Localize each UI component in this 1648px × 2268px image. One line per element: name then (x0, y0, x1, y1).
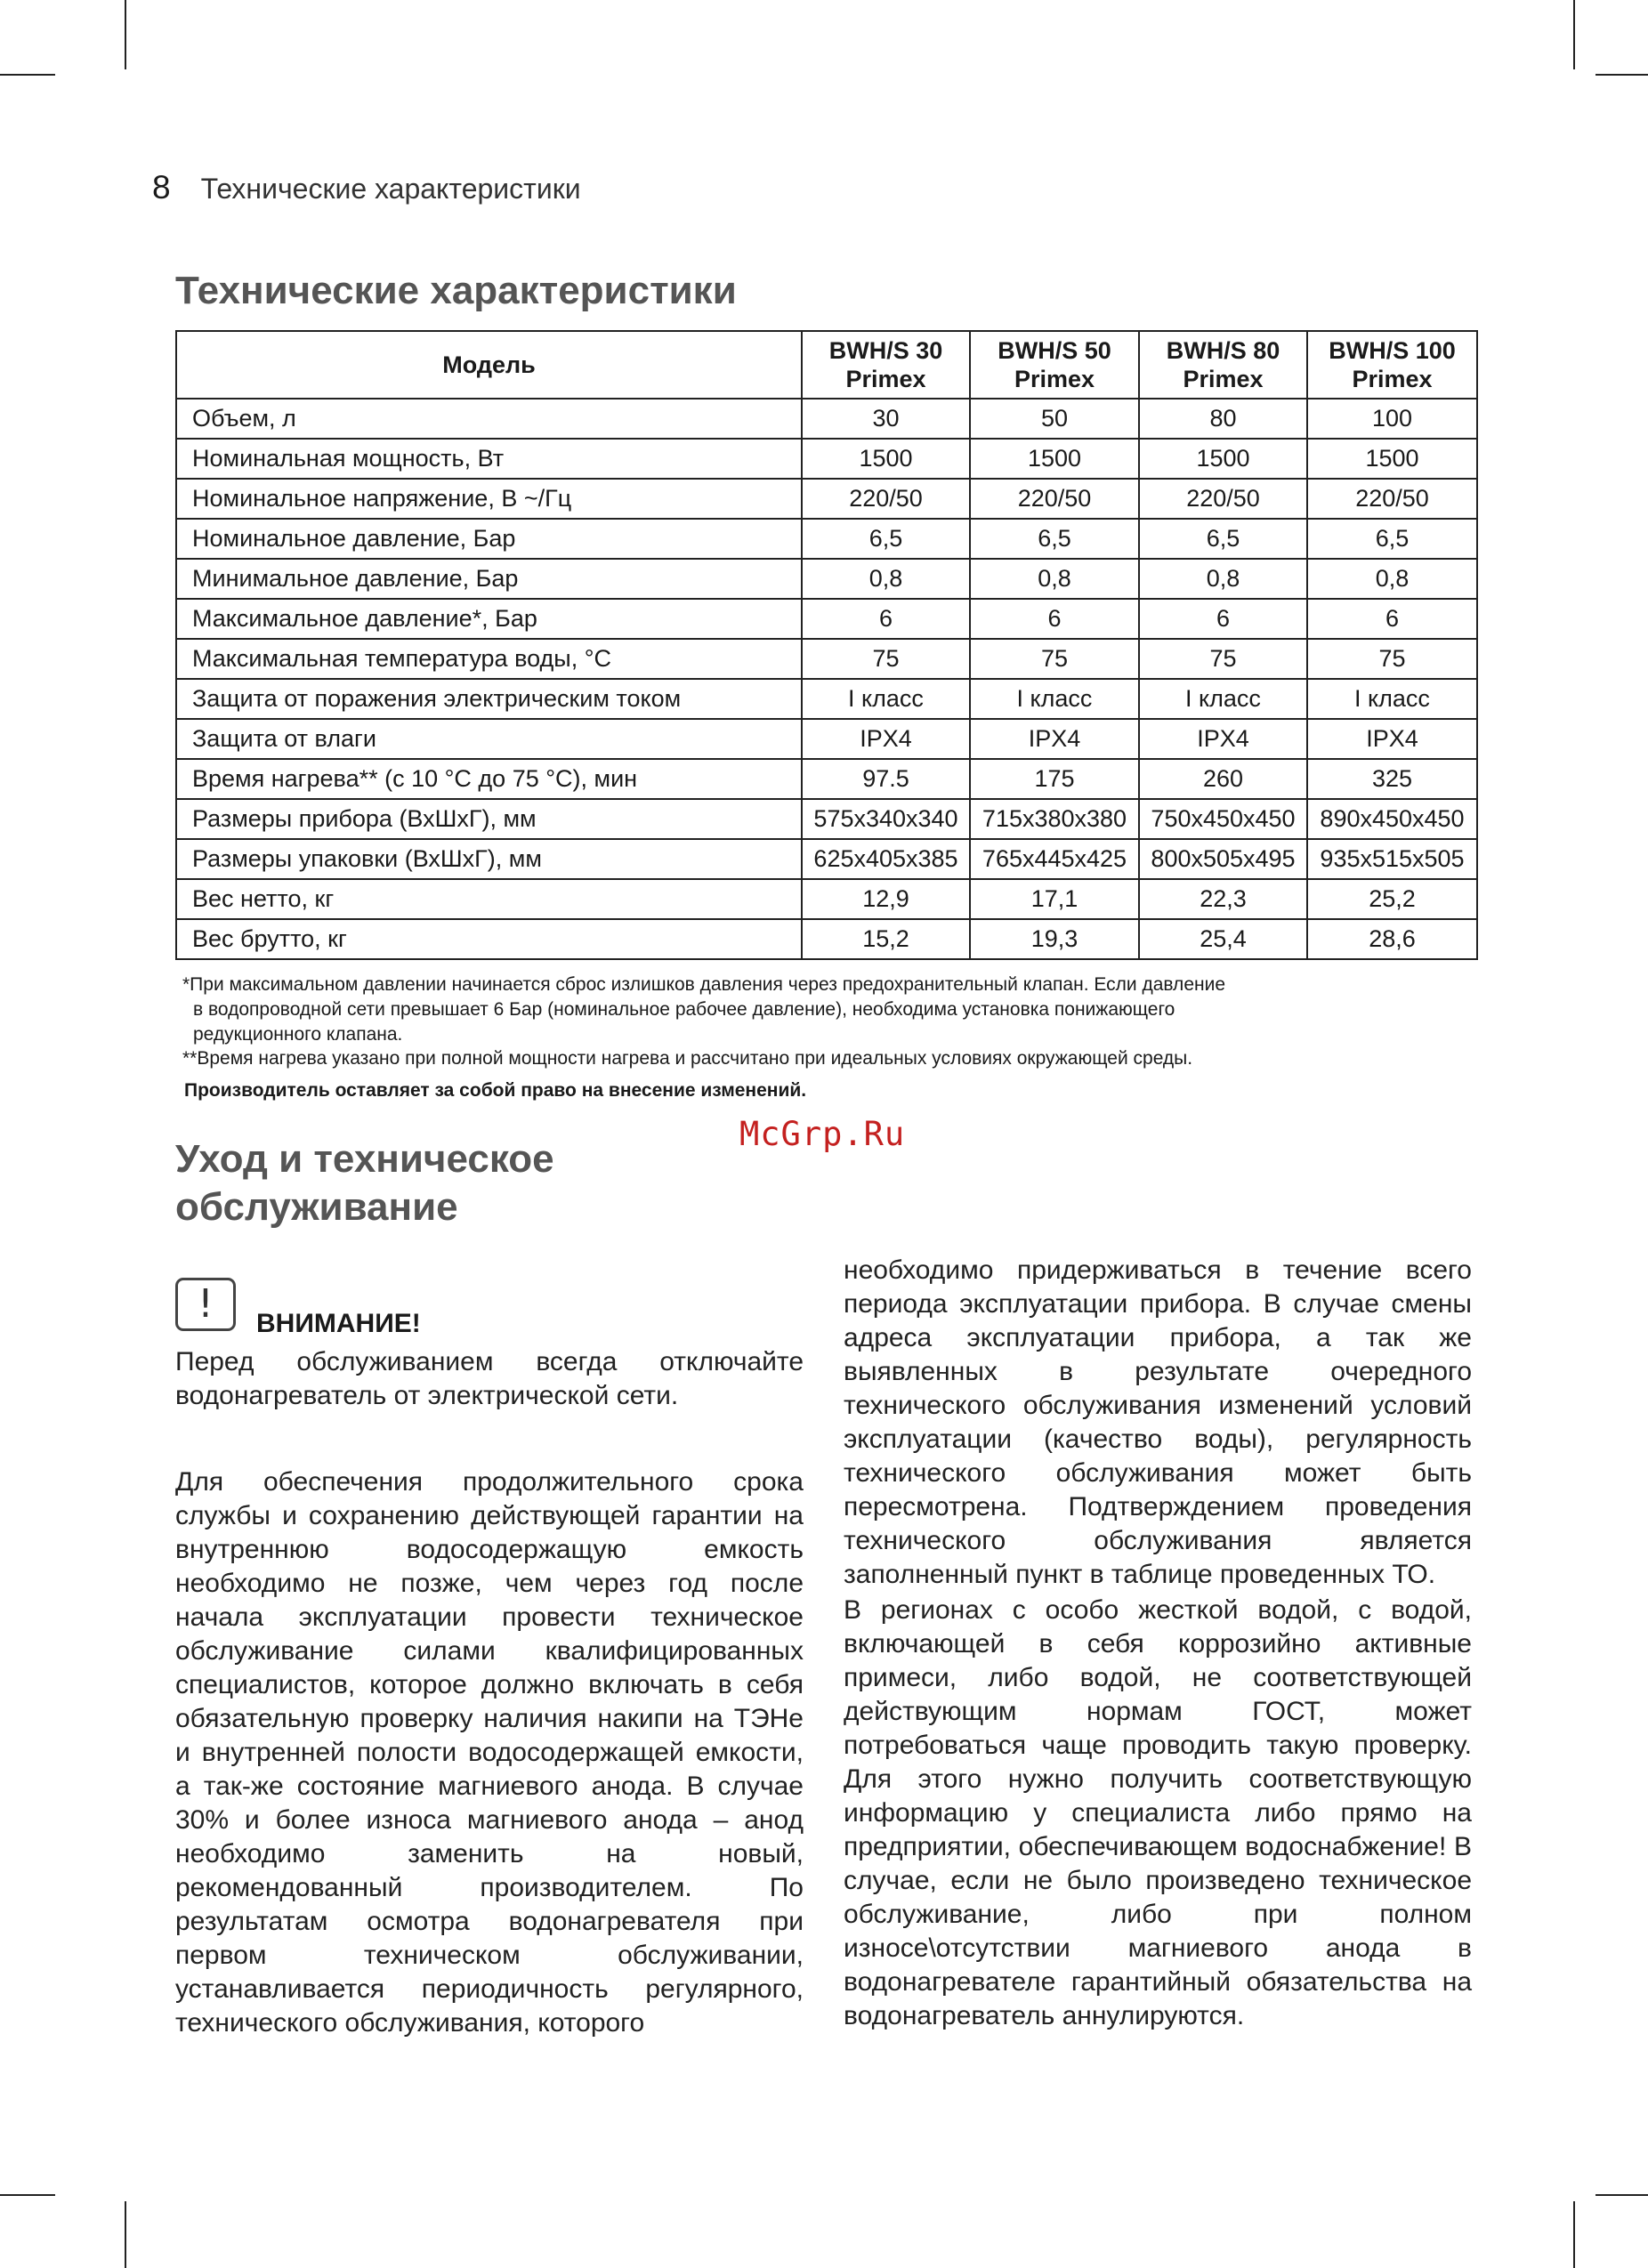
footnote-pressure (182, 973, 1482, 1047)
parameter-value: 6,5 (1307, 519, 1477, 559)
parameter-name: Защита от поражения электрическим током (176, 679, 802, 719)
spec-table (175, 330, 1478, 960)
parameter-value: 97.5 (802, 759, 970, 799)
parameter-value: 100 (1307, 399, 1477, 439)
parameter-value: 28,6 (1307, 919, 1477, 959)
column-header-model-name: BWH/S 100 Primex (1307, 331, 1477, 399)
parameter-value: 715x380x380 (970, 799, 1139, 839)
parameter-value: 175 (970, 759, 1139, 799)
crop-mark (0, 74, 55, 76)
parameter-name: Вес нетто, кг (176, 879, 802, 919)
column-header-model: Модель (176, 331, 802, 399)
parameter-value: 25,4 (1139, 919, 1307, 959)
table-row (176, 559, 1477, 599)
footnote-line: в водопроводной сети превышает 6 Бар (номинальное рабочее давление), необходима установка понижающего (193, 999, 1175, 1020)
table-row (176, 879, 1477, 919)
table-row (176, 679, 1477, 719)
crop-mark (1573, 0, 1575, 69)
footnote-line: редукционного клапана. (193, 1024, 403, 1045)
maintenance-paragraph: Для обеспечения продолжительного срока службы и сохранению действующей гарантии на внутреннюю водосодержащую емкость необходимо не позже, чем через год после начала эксплуатации провести техническое обслуживание силами квалифицированных специалистов, которое должно включать в себя обязательную проверку наличия накипи на ТЭНе и внутренней полости водосодержащей емкости, а так-же состояние магниевого анода. В случае 30% и более износа магниевого анода – анод необходимо заменить на новый, рекомендованный производителем. По результатам осмотра водонагревателя при первом техническом обслуживании, устанавливается периодичность регулярного, технического обслуживания, которого (175, 1467, 804, 2038)
parameter-value: 6 (802, 599, 970, 639)
parameter-value: 75 (970, 639, 1139, 679)
parameter-name: Объем, л (176, 399, 802, 439)
care-title-line: обслуживание (175, 1185, 458, 1229)
parameter-value: 30 (802, 399, 970, 439)
parameter-value: 1500 (1139, 439, 1307, 479)
parameter-value: 6 (970, 599, 1139, 639)
parameter-value: 625x405x385 (802, 839, 970, 879)
spec-section-title: Технические характеристики (175, 269, 737, 312)
care-title-line: Уход и техническое (175, 1137, 554, 1181)
spec-table-header (176, 331, 1477, 399)
parameter-value: 19,3 (970, 919, 1139, 959)
parameter-name: Размеры прибора (ВхШхГ), мм (176, 799, 802, 839)
parameter-name: Номинальное напряжение, В ~/Гц (176, 479, 802, 519)
parameter-value: IPX4 (1139, 719, 1307, 759)
parameter-value: 12,9 (802, 879, 970, 919)
parameter-value: 1500 (802, 439, 970, 479)
table-row (176, 599, 1477, 639)
parameter-value: 17,1 (970, 879, 1139, 919)
page-number: 8 (152, 169, 171, 206)
exclamation-icon: ! (175, 1278, 236, 1331)
table-row (176, 479, 1477, 519)
parameter-value: I класс (970, 679, 1139, 719)
parameter-value: 750x450x450 (1139, 799, 1307, 839)
parameter-value: 6,5 (802, 519, 970, 559)
parameter-value: I класс (1307, 679, 1477, 719)
column-header-model-name: BWH/S 30 Primex (802, 331, 970, 399)
parameter-value: 75 (1307, 639, 1477, 679)
footnote-line: *При максимальном давлении начинается сброс излишков давления через предохранительный клапан. Если давление (182, 974, 1226, 995)
parameter-value: 0,8 (802, 559, 970, 599)
table-row (176, 519, 1477, 559)
crop-mark (1595, 74, 1648, 76)
watermark: McGrp.Ru (739, 1115, 906, 1153)
running-title: Технические характеристики (200, 173, 581, 205)
parameter-name: Номинальное давление, Бар (176, 519, 802, 559)
spec-table-body (176, 399, 1477, 959)
parameter-value: 800x505x495 (1139, 839, 1307, 879)
parameter-value: 765x445x425 (970, 839, 1139, 879)
parameter-value: 260 (1139, 759, 1307, 799)
page-header (152, 169, 581, 214)
parameter-value: 6 (1307, 599, 1477, 639)
warning-text: Перед обслуживанием всегда отключайте водонагреватель от электрической сети. (175, 1347, 804, 1410)
parameter-name: Номинальная мощность, Вт (176, 439, 802, 479)
hard-water-paragraph: В регионах с особо жесткой водой, с водой, включающей в себя коррозийно активные примеси, либо водой, не соответствующей действующим нормам ГОСТ, может потребоваться чаще проводить такую проверку. Для этого нужно получить соответствующую информацию у специалиста либо прямо на предприятии, обеспечивающем водоснабжение! В случае, если не было произведено техническое обслуживание, либо при полном износе\отсутствии магниевого анода в водонагревателе гарантийный обязательства на водонагреватель аннулируются. (844, 1595, 1472, 2030)
parameter-value: IPX4 (1307, 719, 1477, 759)
crop-mark (0, 2194, 55, 2196)
parameter-value: 25,2 (1307, 879, 1477, 919)
parameter-name: Минимальное давление, Бар (176, 559, 802, 599)
crop-mark (1595, 2194, 1648, 2196)
parameter-value: 80 (1139, 399, 1307, 439)
table-row (176, 439, 1477, 479)
crop-mark (125, 2201, 126, 2268)
crop-mark (1573, 2201, 1575, 2268)
parameter-value: 15,2 (802, 919, 970, 959)
maintenance-paragraph-continued: необходимо придерживаться в течение всего периода эксплуатации прибора. В случае смены адреса эксплуатации прибора, а так же выявленных в результате очередного технического обслуживания изменений условий эксплуатации (качество воды), регулярность технического обслуживания может быть пересмотрена. Подтверждением проведения технического обслуживания является заполненный пункт в таблице проведенных ТО. (844, 1255, 1472, 1589)
parameter-value: 6,5 (1139, 519, 1307, 559)
column-header-model-name: BWH/S 50 Primex (970, 331, 1139, 399)
parameter-value: 1500 (970, 439, 1139, 479)
parameter-value: 220/50 (1139, 479, 1307, 519)
parameter-value: 220/50 (802, 479, 970, 519)
parameter-name: Максимальное давление*, Бар (176, 599, 802, 639)
column-header-model-name: BWH/S 80 Primex (1139, 331, 1307, 399)
parameter-value: 325 (1307, 759, 1477, 799)
parameter-value: IPX4 (970, 719, 1139, 759)
parameter-value: I класс (802, 679, 970, 719)
table-row (176, 399, 1477, 439)
parameter-value: 22,3 (1139, 879, 1307, 919)
parameter-value: 75 (802, 639, 970, 679)
parameter-value: 220/50 (1307, 479, 1477, 519)
parameter-name: Вес брутто, кг (176, 919, 802, 959)
parameter-value: 575x340x340 (802, 799, 970, 839)
parameter-value: 0,8 (1139, 559, 1307, 599)
parameter-name: Время нагрева** (с 10 °С до 75 °С), мин (176, 759, 802, 799)
parameter-value: 6,5 (970, 519, 1139, 559)
parameter-value: 0,8 (1307, 559, 1477, 599)
parameter-value: 935x515x505 (1307, 839, 1477, 879)
table-row (176, 639, 1477, 679)
parameter-value: 0,8 (970, 559, 1139, 599)
care-section-title (175, 1135, 554, 1231)
parameter-value: 1500 (1307, 439, 1477, 479)
parameter-value: 890x450x450 (1307, 799, 1477, 839)
footnote-heating-time: **Время нагрева указано при полной мощности нагрева и рассчитано при идеальных условиях окружающей среды. (182, 1048, 1193, 1069)
parameter-value: 220/50 (970, 479, 1139, 519)
table-row (176, 759, 1477, 799)
parameter-name: Максимальная температура воды, °С (176, 639, 802, 679)
table-header-row (176, 331, 1477, 399)
table-row (176, 719, 1477, 759)
parameter-value: IPX4 (802, 719, 970, 759)
table-row (176, 919, 1477, 959)
crop-mark (125, 0, 126, 69)
table-row (176, 839, 1477, 879)
parameter-name: Размеры упаковки (ВхШхГ), мм (176, 839, 802, 879)
parameter-name: Защита от влаги (176, 719, 802, 759)
manufacturer-notice: Производитель оставляет за собой право на внесение изменений. (184, 1080, 807, 1101)
parameter-value: I класс (1139, 679, 1307, 719)
parameter-value: 75 (1139, 639, 1307, 679)
parameter-value: 50 (970, 399, 1139, 439)
parameter-value: 6 (1139, 599, 1307, 639)
table-row (176, 799, 1477, 839)
warning-label: ВНИМАНИЕ! (256, 1309, 421, 1338)
